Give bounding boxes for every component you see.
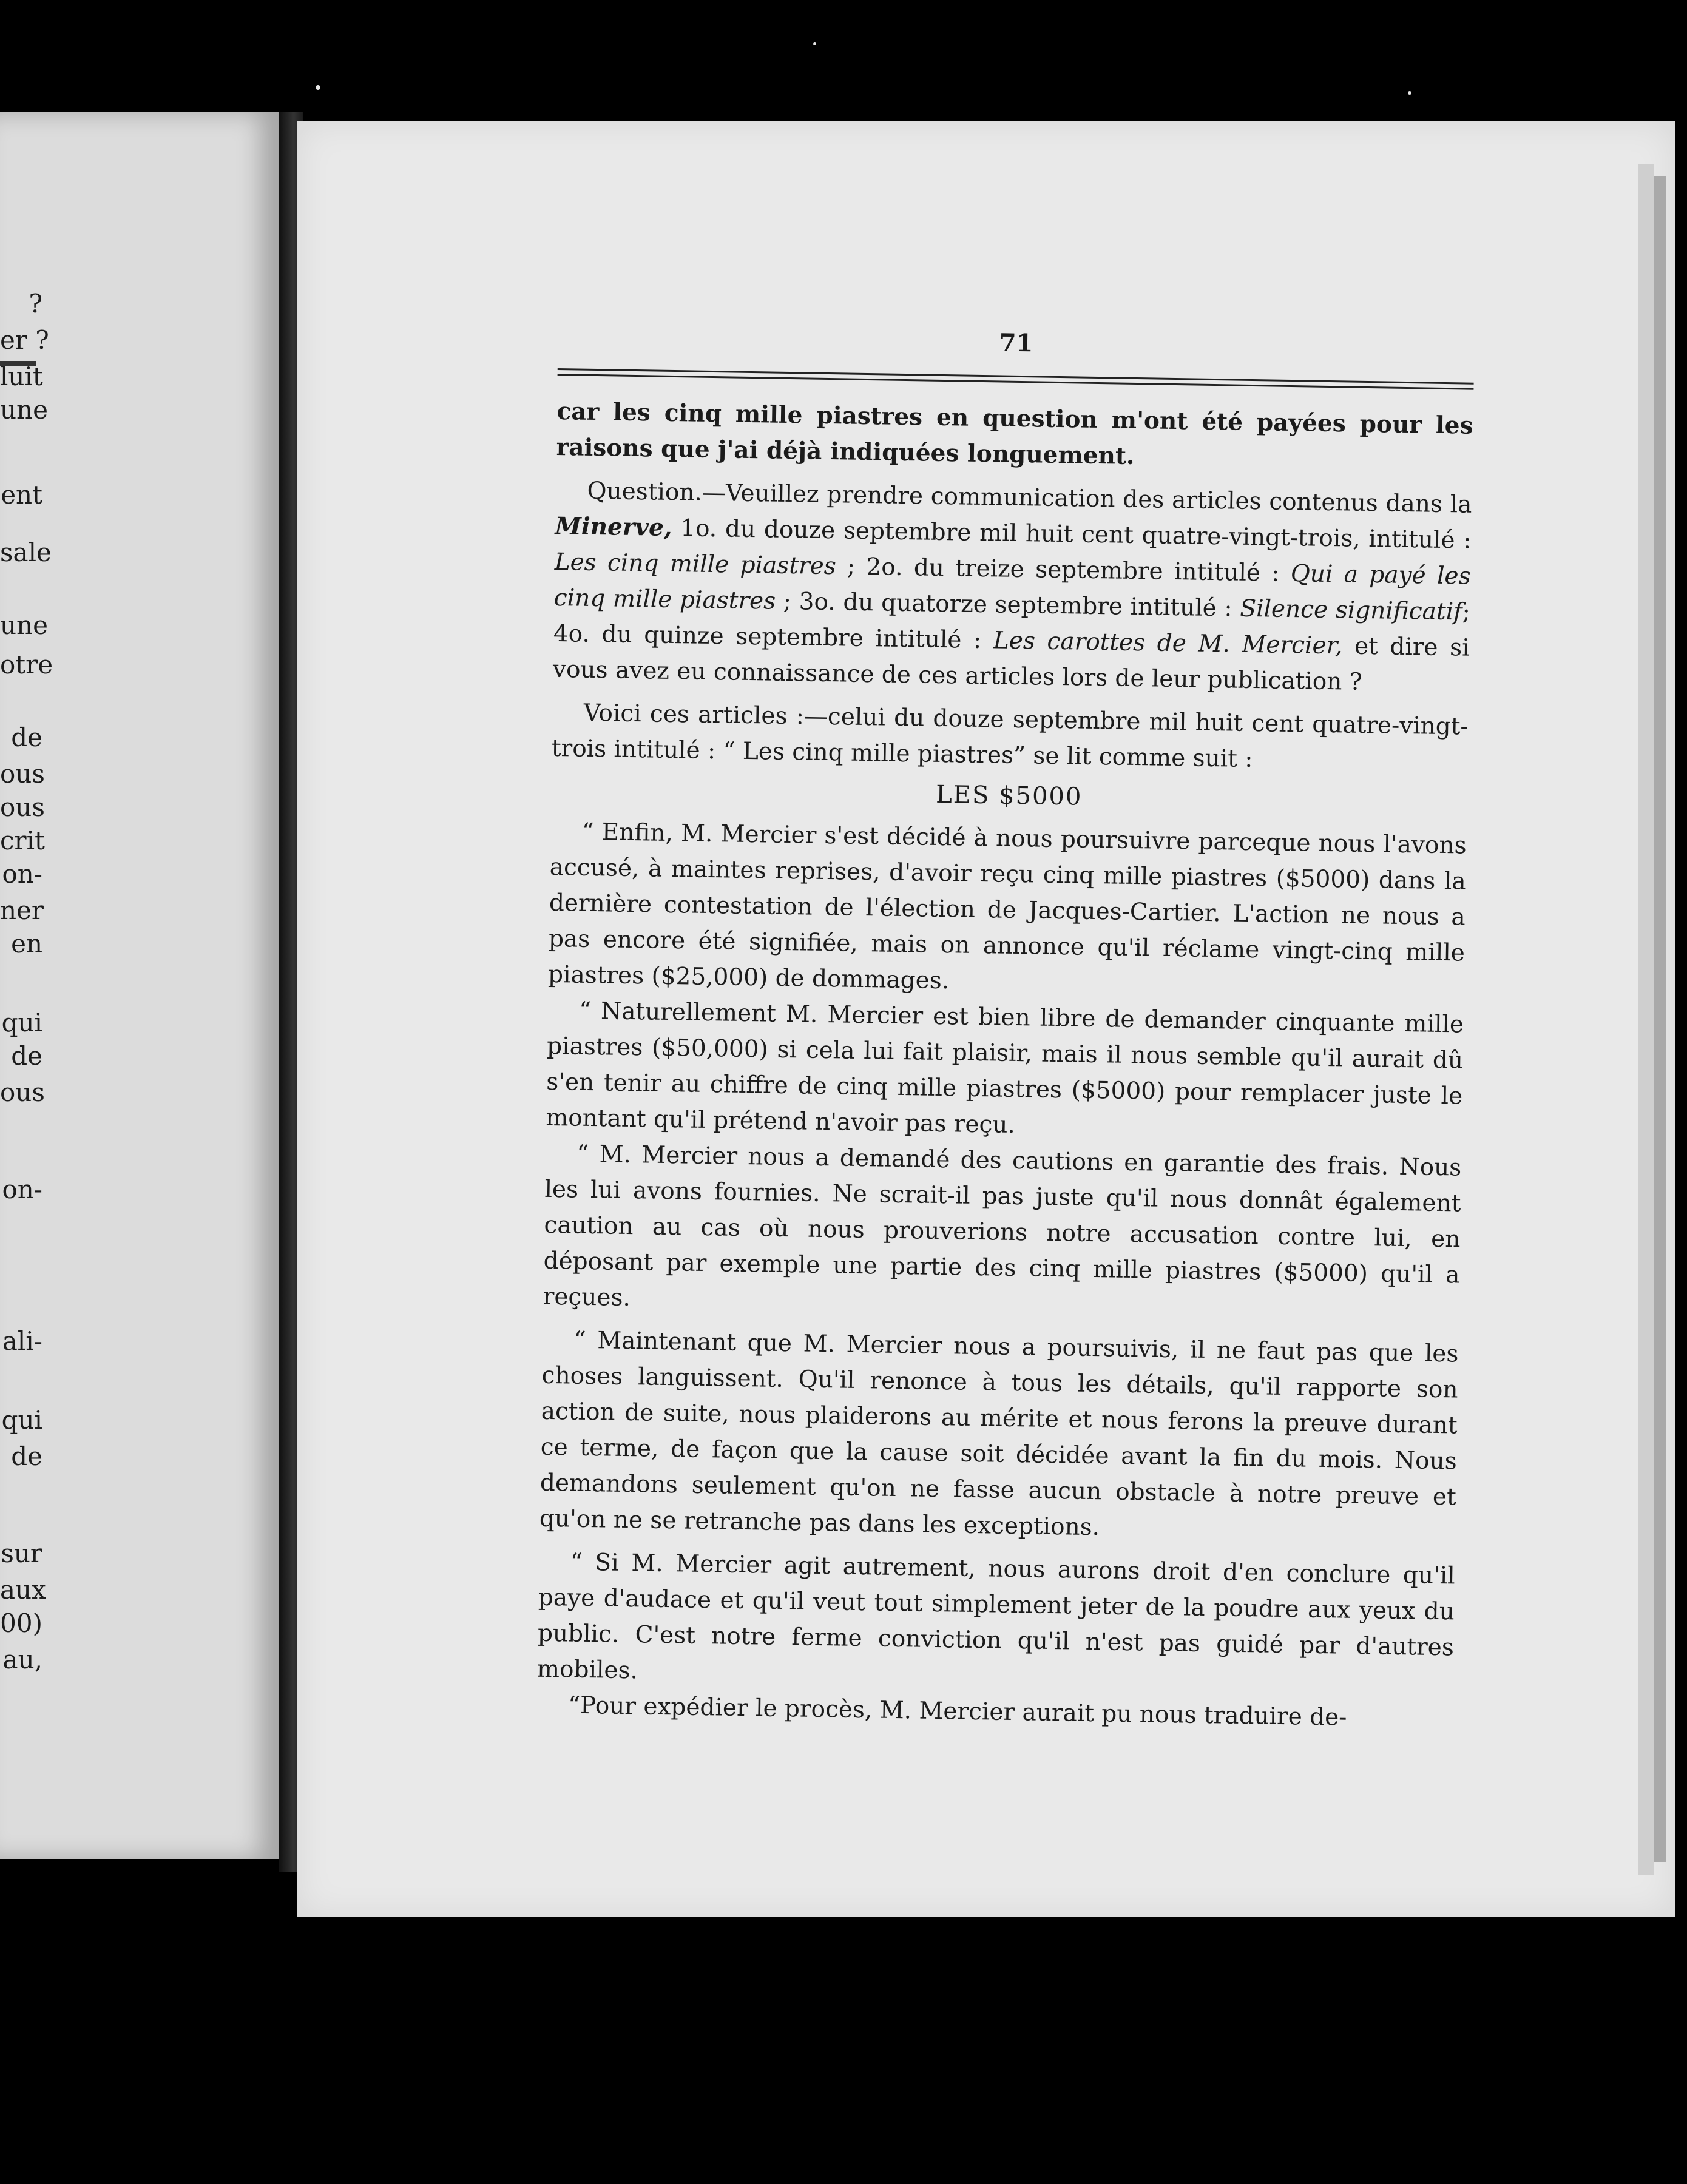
previous-page-line-end: on-	[2, 859, 42, 889]
quoted-paragraph-2: “ Naturellement M. Mercier est bien libre de demander cinquante mille piastres ($50,000) si cela lui fait plaisir, mais il nous semble qu'il aurait dû s'en tenir au chiffre de cinq mille piastres ($5000) pour remplacer juste le montant qu'il prétend n'avoir pas reçu.	[546, 997, 1464, 1139]
page-content	[536, 322, 1475, 1744]
previous-page-line-end: qui	[1, 1008, 42, 1037]
previous-page-line-end: ous	[0, 1077, 45, 1107]
page-edge	[1638, 164, 1654, 1875]
previous-page-line-end: sur	[1, 1539, 42, 1568]
previous-page-line-end: on-	[2, 1175, 42, 1204]
quoted-paragraph-5: “ Si M. Mercier agit autrement, nous aurons droit d'en conclure qu'il paye d'audace et qu'il veut tout simplement jeter de la poudre aux yeux du public. C'est notre ferme conviction qu'il n'est pas guidé par d'autres mobiles.	[536, 1548, 1456, 1685]
previous-page-line-end: ?	[29, 289, 42, 318]
previous-page-line-end: ner	[0, 895, 44, 925]
section-heading: LES $5000	[935, 780, 1083, 811]
quoted-paragraph-4: “ Maintenant que M. Mercier nous a poursuivis, il ne faut pas que les choses languissent. Qu'il renonce à tous les détails, qu'il rapporte son action de suite, nous plaiderons au mérite et nous ferons la preuve durant ce terme, de façon que la cause soit décidée avant la fin du mois. Nous demandons seulement qu'on ne fasse aucun obstacle à notre preuve et qu'on ne se retranche pas dans les exceptions.	[539, 1326, 1459, 1542]
previous-page-line-end: une	[0, 395, 48, 425]
previous-page-line-end: ous	[0, 759, 45, 789]
previous-page-line-end: crit	[0, 826, 45, 855]
previous-page-line-end: une	[0, 610, 48, 640]
paragraph-question: Question.—Veuillez prendre communication des articles contenus dans la Minerve, 1o. du douze septembre mil huit cent quatre-vingt-trois, intitulé : Les cinq mille piastres ; 2o. du treize septembre intitulé : Qui a payé les cinq mille piastres ; 3o. du quatorze septembre intitulé : Silence significatif; 4o. du quinze septembre intitulé : Les carottes de M. Mercier, et dire si vous avez eu connaissance de ces articles lors de leur publication ?	[552, 477, 1472, 696]
previous-page-line-end: 00)	[0, 1608, 42, 1638]
page-number: 71	[999, 328, 1033, 358]
body-text	[536, 394, 1473, 1737]
quoted-paragraph-3: “ M. Mercier nous a demandé des cautions en garantie des frais. Nous les lui avons fournies. Ne scrait-il pas juste qu'il nous donnât également caution au cas où nous prouverions notre accusation contre lui, en déposant par exemple une partie des cinq mille piastres ($5000) qu'il a reçues.	[543, 1140, 1462, 1312]
previous-page-line-end: otre	[0, 650, 53, 679]
previous-page-line-end: sale	[0, 538, 52, 567]
scan-speck	[813, 42, 816, 46]
previous-page-line-end: er ?	[0, 325, 49, 355]
previous-page-line-end: ous	[0, 792, 45, 822]
previous-page-line-end: aux	[0, 1575, 46, 1605]
previous-page-line-end: de	[11, 1441, 42, 1471]
paragraph-intro: Voici ces articles :—celui du douze septembre mil huit cent quatre-vingt-trois intitulé : “ Les cinq mille piastres” se lit comme suit :	[551, 699, 1469, 774]
scan-speck	[316, 85, 320, 90]
previous-page-line-end: de	[11, 1041, 42, 1071]
page-edge	[1654, 176, 1666, 1862]
previous-page-line-end: luit	[0, 362, 43, 391]
previous-page-line-end: ent	[1, 480, 42, 510]
previous-page-line-end: au,	[2, 1645, 42, 1674]
quoted-paragraph-6: “Pour expédier le procès, M. Mercier aurait pu nous traduire de-	[567, 1691, 1347, 1731]
previous-page-fragment	[0, 112, 279, 1859]
scan-speck	[1408, 91, 1411, 95]
previous-page-line-end: de	[11, 723, 42, 752]
previous-page-line-end: en	[11, 929, 42, 959]
previous-page-line-end: qui	[1, 1405, 42, 1435]
paragraph-answer-continuation: car les cinq mille piastres en question m'ont été payées pour les raisons que j'ai déjà indiquées longuement.	[556, 397, 1473, 470]
header-rule	[558, 368, 1474, 390]
previous-page-line-end: ali-	[2, 1326, 42, 1356]
quoted-paragraph-1: “ Enfin, M. Mercier s'est décidé à nous poursuivre parceque nous l'avons accusé, à maintes reprises, d'avoir reçu cinq mille piastres ($5000) dans la dernière contestation de l'élection de Jacques-Cartier. L'action ne nous a pas encore été signifiée, mais on annonce qu'il réclame vingt-cinq mille piastres ($25,000) de dommages.	[547, 818, 1467, 995]
